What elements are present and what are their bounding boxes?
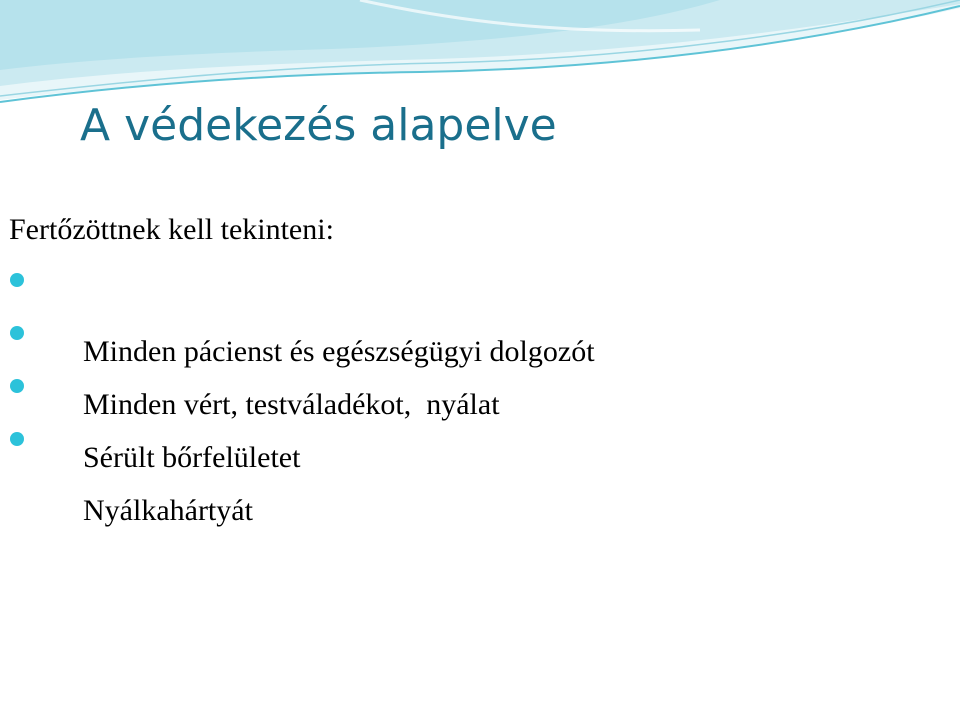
- list-item: [0, 421, 595, 527]
- slide-title: A védekezés alapelve: [80, 100, 557, 151]
- list-item-text: Nyálkahártyát: [83, 494, 253, 527]
- bullet-icon: [10, 326, 24, 340]
- bullet-icon: [10, 432, 24, 446]
- bullet-icon: [10, 379, 24, 393]
- list-item: [0, 368, 595, 474]
- list-item: [0, 315, 595, 421]
- list-item-text: Minden vért, testváladékot, nyálat: [83, 388, 500, 421]
- intro-text: Fertőzöttnek kell tekinteni:: [9, 213, 334, 246]
- list-item: [0, 262, 595, 368]
- list-item-text: Minden pácienst és egészségügyi dolgozót: [83, 335, 595, 368]
- bullet-icon: [10, 273, 24, 287]
- list-item-text: Sérült bőrfelületet: [83, 441, 301, 474]
- bullet-list: [0, 262, 595, 527]
